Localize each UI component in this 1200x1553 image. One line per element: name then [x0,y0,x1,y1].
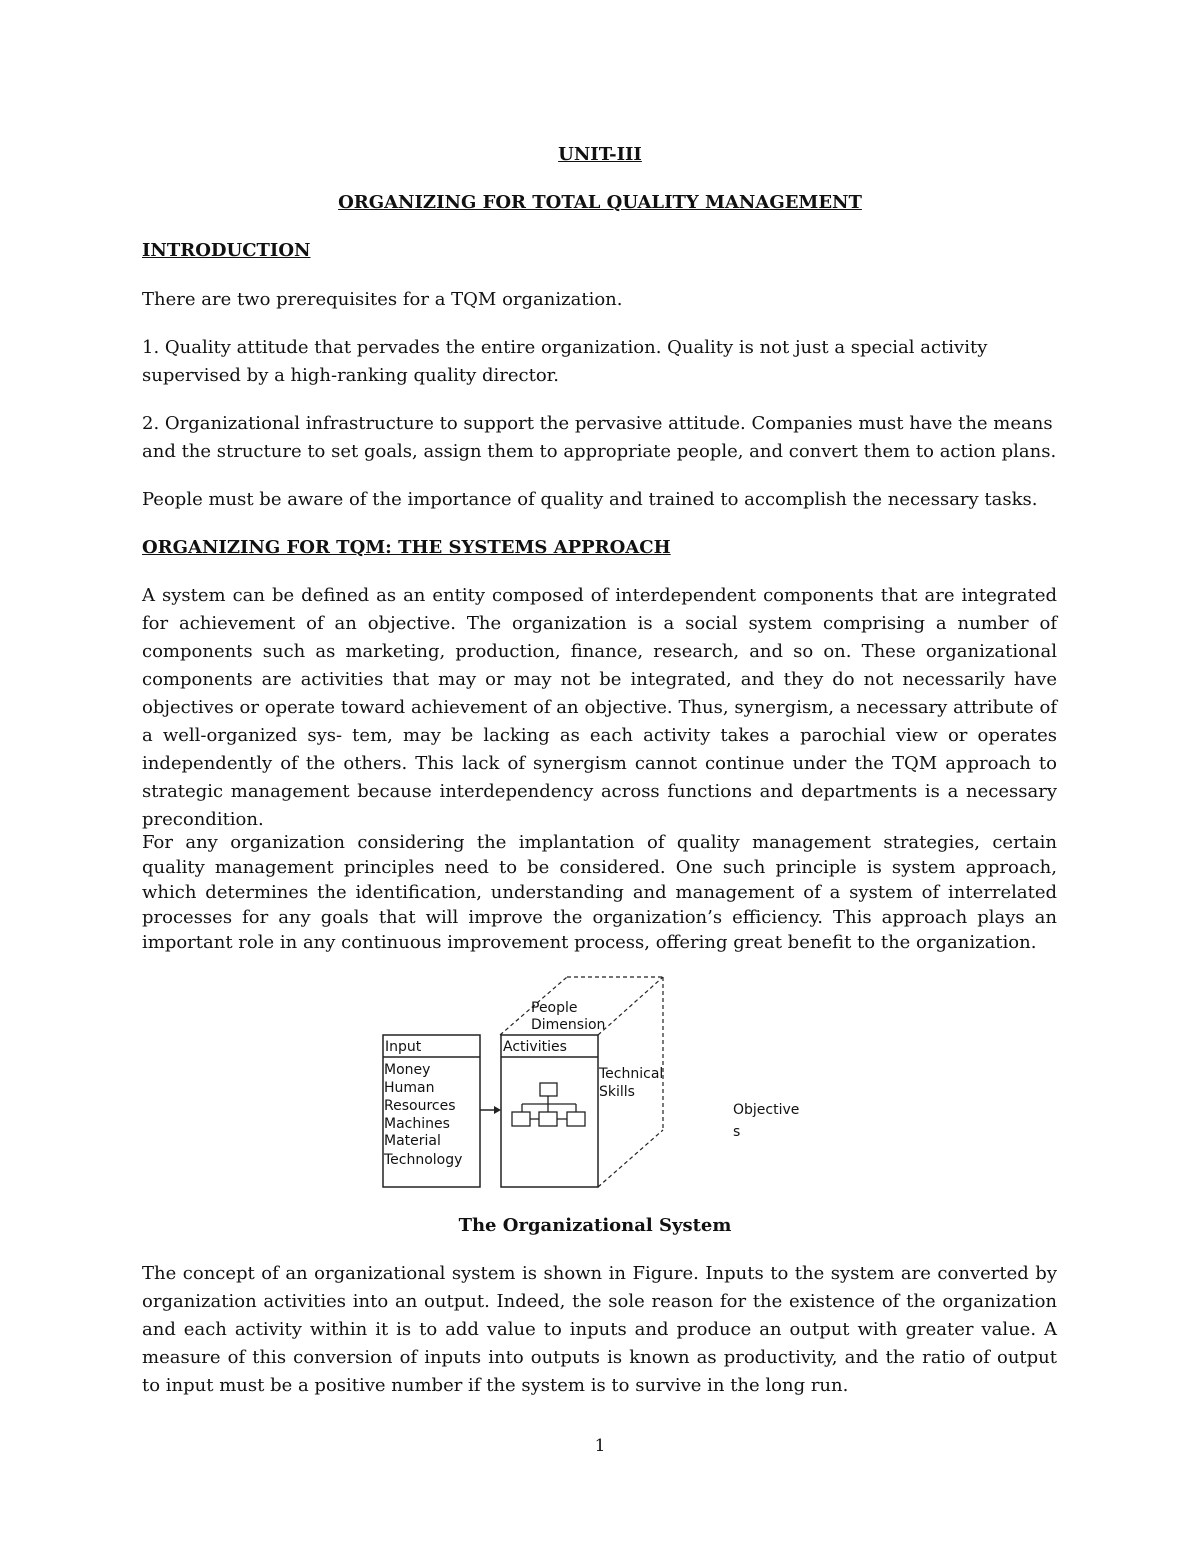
objectives-label: Objective [733,1102,800,1118]
input-item: Technology [384,1152,463,1168]
figure-caption: The Organizational System [458,1215,732,1236]
main-title: ORGANIZING FOR TOTAL QUALITY MANAGEMENT [338,192,862,213]
systems-approach-heading: ORGANIZING FOR TQM: THE SYSTEMS APPROACH [142,537,671,558]
input-item: Money [384,1062,431,1078]
technical-skills-label: Skills [599,1084,635,1100]
awareness-paragraph: People must be aware of the importance of quality and trained to accomplish the necessary tasks. [142,489,1038,510]
prerequisite-1: 1. Quality attitude that pervades the entire organization. Quality is not just a special activity supervised by a high-ranking quality director. [142,337,988,386]
objectives-label: s [733,1124,741,1140]
input-item: Human [384,1080,435,1096]
activities-label: Activities [503,1039,567,1055]
people-dimension-label: People [531,1000,578,1016]
concept-paragraph: The concept of an organizational system is shown in Figure. Inputs to the system are converted by organization activities into an output. Indeed, the sole reason for the existence of the organization and each activity within it is to add value to inputs and produce an output with greater value. A measure of this conversion of inputs into outputs is known as productivity, and the ratio of output to input must be a positive number if the system is to survive in the long run. [142,1263,1057,1396]
unit-title: UNIT-III [558,144,642,165]
systems-paragraph-2: For any organization considering the implantation of quality management strategies, certain quality management principles need to be considered. One such principle is system approach, which determines the identification, understanding and management of a system of interrelated processes for any goals that will improve the organization’s efficiency. This approach plays an important role in any continuous improvement process, offering great benefit to the organization. [142,832,1057,953]
activities-box [501,1035,598,1187]
prerequisite-2: 2. Organizational infrastructure to support the pervasive attitude. Companies must have the means and the structure to set goals, assign them to appropriate people, and convert them to action plans. [142,413,1057,462]
organizational-system-figure [370,970,830,1200]
intro-lead: There are two prerequisites for a TQM organization. [142,289,623,310]
intro-heading: INTRODUCTION [142,240,311,261]
people-dimension-label: Dimension [531,1017,606,1033]
input-arrow [480,1106,501,1114]
systems-paragraph-1: A system can be defined as an entity composed of interdependent components that are integrated for achievement of an objective. The organization is a social system comprising a number of components such as marketing, production, finance, research, and so on. These organizational components are activities that may or may not be integrated, and they do not necessarily have objectives or operate toward achievement of an objective. Thus, synergism, a necessary attribute of a well-organized sys- tem, may be lacking as each activity takes a parochial view or operates independently of the others. This lack of synergism cannot continue under the TQM approach to strategic management because interdependency across functions and departments is a necessary precondition. [142,585,1057,830]
page-number: 1 [594,1436,606,1456]
input-item: Machines [384,1116,450,1132]
input-label: Input [385,1039,422,1055]
input-item: Material [384,1133,441,1149]
input-item: Resources [384,1098,456,1114]
technical-skills-label: Technical [599,1066,664,1082]
